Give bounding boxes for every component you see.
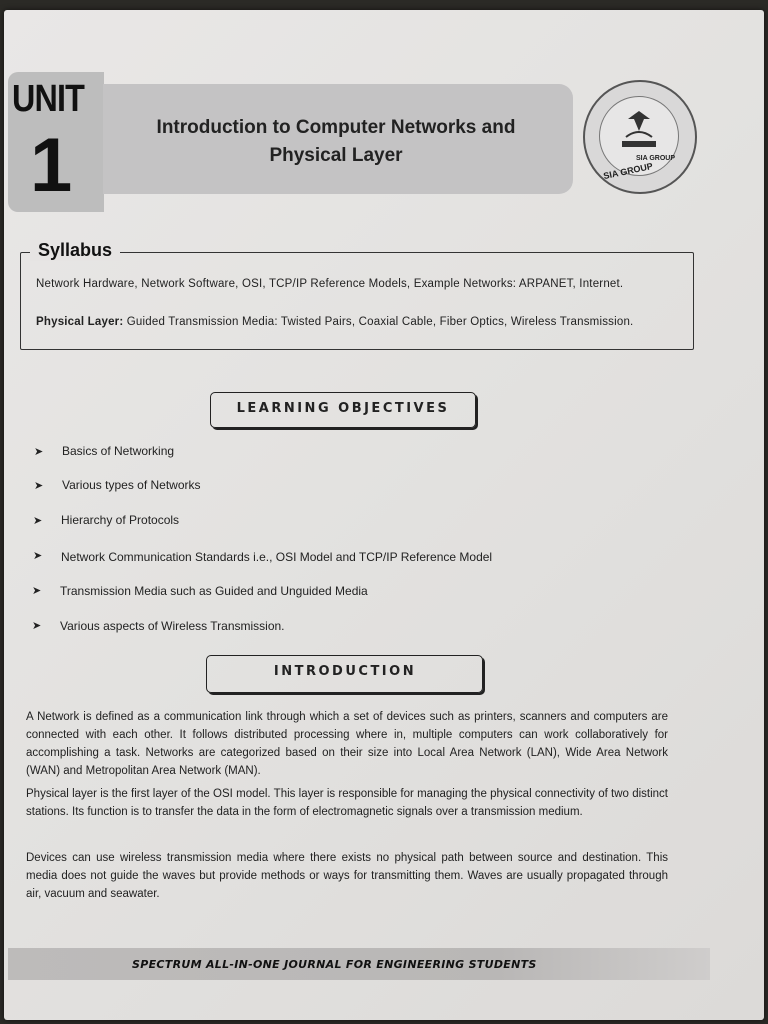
chapter-title-line1: Introduction to Computer Networks and <box>156 117 516 138</box>
bullet-icon: ➤ <box>32 620 42 632</box>
intro-paragraph: A Network is defined as a communication link through which a set of devices such as printers, scanners and computers are connected with each other. It follows distributed processing where in, multiple computers can work collaboratively for accomplishing a task. Networks are categorized based on their size into Local Area Network (LAN), Wide Area Network (WAN) and Metropolitan Area Network (MAN). <box>26 711 668 777</box>
introduction-heading: INTRODUCTION <box>273 664 417 679</box>
syllabus-line1: Network Hardware, Network Software, OSI, TCP/IP Reference Models, Example Networks: ARPANET, Internet. <box>36 278 624 290</box>
intro-paragraph: Devices can use wireless transmission media where there exists no physical path between source and destination. This media does not guide the waves but provide methods or ways for transmitting them. Waves are usually propagated through air, vacuum and seawater. <box>26 852 668 900</box>
chapter-title <box>106 114 566 170</box>
syllabus-line2 <box>36 315 672 329</box>
objective-item: Basics of Networking <box>62 444 175 458</box>
objective-item: Transmission Media such as Guided and Unguided Media <box>60 584 368 598</box>
syllabus-line2-rest: Guided Transmission Media: Twisted Pairs, Coaxial Cable, Fiber Optics, Wireless Transmission. <box>123 316 634 328</box>
objective-item: Various aspects of Wireless Transmission. <box>60 619 285 633</box>
publisher-seal-icon <box>583 80 697 194</box>
objective-item: Network Communication Standards i.e., OSI Model and TCP/IP Reference Model <box>61 550 493 564</box>
chapter-title-line2: Physical Layer <box>269 145 403 166</box>
unit-number: 1 <box>30 123 73 208</box>
seal-band-text: SIA GROUP <box>602 160 654 182</box>
objective-item: Various types of Networks <box>62 478 201 492</box>
bullet-icon: ➤ <box>33 515 43 527</box>
unit-label: UNIT <box>12 78 84 120</box>
syllabus-label: Syllabus <box>30 240 120 261</box>
bullet-icon: ➤ <box>33 550 43 562</box>
bullet-icon: ➤ <box>32 585 42 597</box>
bullet-icon: ➤ <box>34 480 44 492</box>
syllabus-box <box>20 252 694 350</box>
objectives-heading: LEARNING OBJECTIVES <box>236 401 450 416</box>
footer-journal-title: SPECTRUM ALL-IN-ONE JOURNAL FOR ENGINEERING STUDENTS <box>132 958 537 971</box>
bullet-icon: ➤ <box>34 446 44 458</box>
seal-group-text: SIA GROUP <box>636 155 676 162</box>
syllabus-line2-lead: Physical Layer: <box>36 316 124 328</box>
intro-paragraph: Physical layer is the first layer of the OSI model. This layer is responsible for managing the physical connectivity of two distinct stations. Its function is to transfer the data in the form of electromagnetic signals over a transmission medium. <box>26 788 668 818</box>
objective-item: Hierarchy of Protocols <box>61 513 180 527</box>
